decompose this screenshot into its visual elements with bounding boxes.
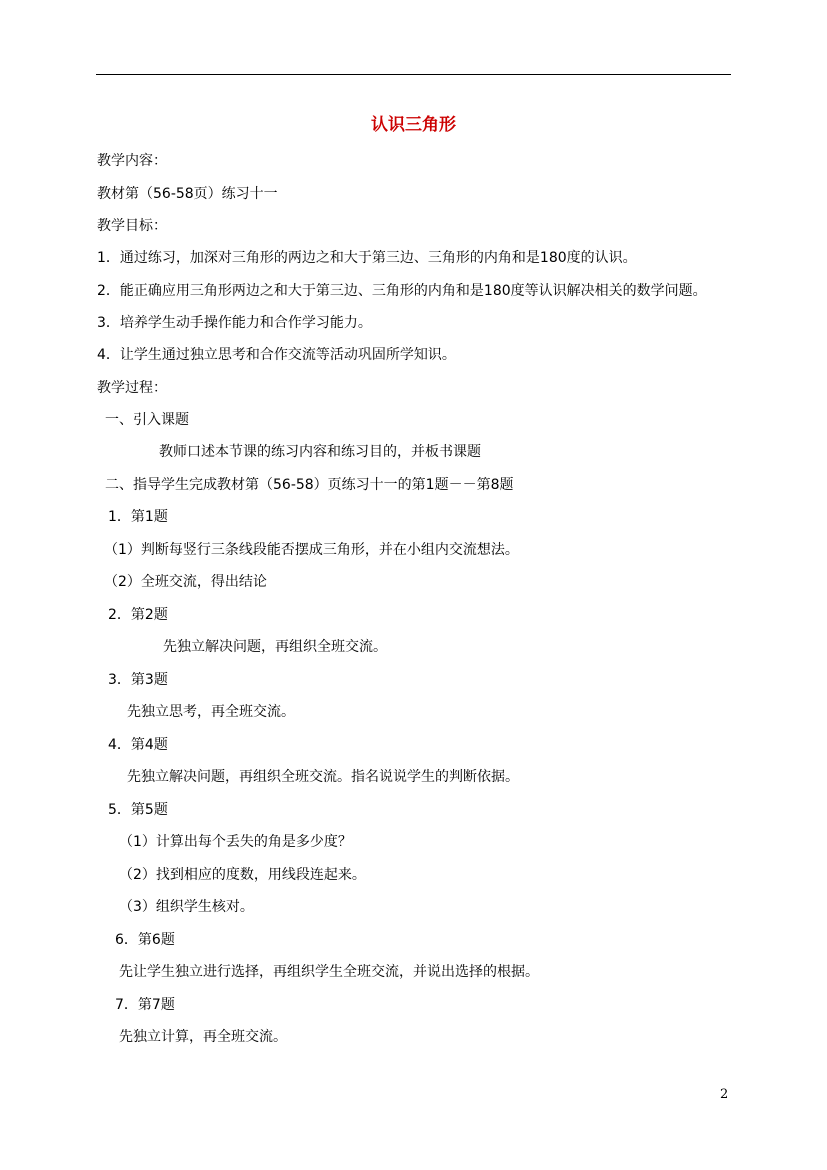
section-2-heading: 二、指导学生完成教材第（56-58）页练习十一的第1题－－第8题: [105, 477, 514, 493]
header-rule: [96, 74, 731, 75]
item-2-heading: 2．第2题: [108, 607, 168, 623]
item-5-step-1: （1）计算出每个丢失的角是多少度？: [119, 834, 352, 850]
item-5-step-2: （2）找到相应的度数，用线段连起来。: [119, 867, 366, 883]
process-heading: 教学过程：: [97, 380, 167, 396]
section-1-heading: 一、引入课题: [105, 412, 189, 428]
item-5-step-3: （3）组织学生核对。: [119, 899, 254, 915]
content-heading: 教学内容：: [97, 153, 167, 169]
item-7-heading: 7．第7题: [115, 997, 175, 1013]
item-1-heading: 1．第1题: [108, 509, 168, 525]
item-6-text: 先让学生独立进行选择，再组织学生全班交流，并说出选择的根据。: [119, 964, 539, 980]
item-7-text: 先独立计算，再全班交流。: [119, 1029, 287, 1045]
section-1-text: 教师口述本节课的练习内容和练习目的，并板书课题: [159, 444, 481, 460]
document-title: 认识三角形: [371, 115, 456, 135]
objective-4: 4．让学生通过独立思考和合作交流等活动巩固所学知识。: [97, 347, 456, 363]
page-number: 2: [720, 1087, 729, 1102]
item-1-step-1: （1）判断每竖行三条线段能否摆成三角形，并在小组内交流想法。: [104, 542, 519, 558]
item-6-heading: 6．第6题: [115, 932, 175, 948]
item-4-heading: 4．第4题: [108, 737, 168, 753]
objective-2: 2．能正确应用三角形两边之和大于第三边、三角形的内角和是180度等认识解决相关的数学问题。: [97, 283, 707, 299]
content-text: 教材第（56-58页）练习十一: [97, 186, 278, 202]
item-5-heading: 5．第5题: [108, 802, 168, 818]
item-4-text: 先独立解决问题，再组织全班交流。指名说说学生的判断依据。: [127, 769, 519, 785]
item-3-text: 先独立思考，再全班交流。: [127, 704, 295, 720]
objectives-heading: 教学目标：: [97, 218, 167, 234]
item-1-step-2: （2）全班交流，得出结论: [104, 574, 267, 590]
objective-1: 1．通过练习，加深对三角形的两边之和大于第三边、三角形的内角和是180度的认识。: [97, 250, 637, 266]
item-2-text: 先独立解决问题，再组织全班交流。: [163, 639, 387, 655]
objective-3: 3．培养学生动手操作能力和合作学习能力。: [97, 315, 372, 331]
item-3-heading: 3．第3题: [108, 672, 168, 688]
